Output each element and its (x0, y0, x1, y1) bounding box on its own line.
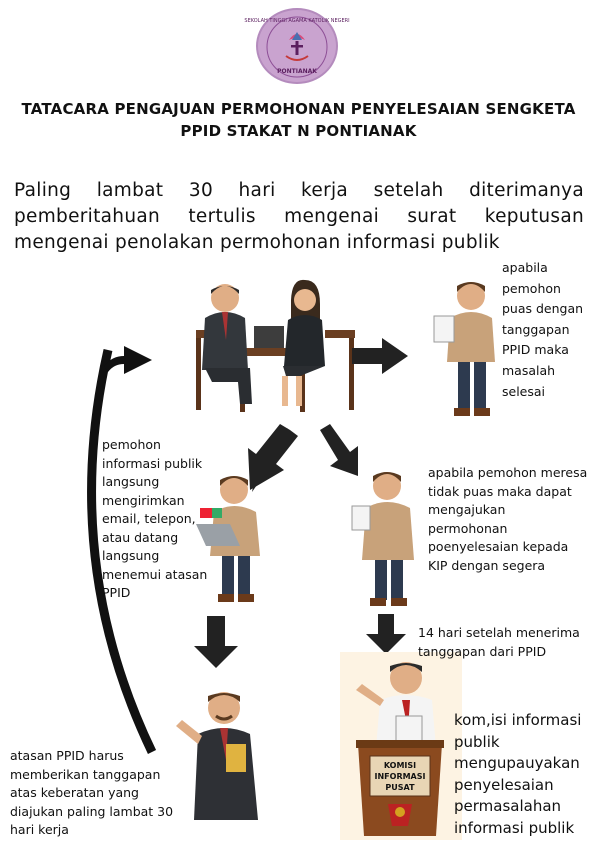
note-appeal-direct: pemohon informasi publik langsung mengirimkan email, telepon, atau datang langsung menemui atasan PPID (102, 437, 208, 600)
title-line-1: TATACARA PENGAJUAN PERMOHONAN PENYELESAIAN SENGKETA (21, 100, 576, 118)
intro-text: Paling lambat 30 hari kerja setelah diterimanya pemberitahuan tertulis mengenai surat keputusan mengenai penolakan permohonan informasi publik (14, 180, 584, 253)
note-not-satisfied: apabila pemohon meresa tidak puas maka dapat mengajukan permohonan poenyelesaian kepada KIP dengan segera (428, 465, 588, 573)
commission-podium-illustration (340, 652, 462, 840)
arrow-down-left-column-icon (194, 616, 238, 668)
note-commission: kom,isi informasi publik mengupauyakan penyelesaian permasalahan informasi publik (454, 711, 582, 837)
arrow-right-icon (352, 338, 408, 374)
podium-label-3: PUSAT (385, 783, 415, 792)
ppid-superior-illustration (176, 692, 258, 820)
meeting-illustration (196, 280, 355, 412)
logo-ring-text: SEKOLAH TINGGI AGAMA KATOLIK NEGERI (244, 18, 350, 24)
return-arrowhead-icon (104, 346, 152, 374)
arrow-down-right-column-icon (366, 614, 406, 654)
arrow-down-right-icon (320, 424, 358, 476)
note-superior-response: atasan PPID harus memberikan tanggapan atas keberatan yang diajukan paling lambat 30 hari kerja (10, 748, 174, 837)
title-line-2: PPID STAKAT N PONTIANAK (180, 122, 417, 140)
podium-label-2: INFORMASI (374, 772, 426, 781)
note-satisfied: apabila pemohon puas dengan tanggapan PPID maka masalah selesai (502, 260, 584, 399)
logo-bottom-text: PONTIANAK (277, 68, 317, 75)
note-deadline-14-days: 14 hari setelah menerima tanggapan dari PPID (418, 625, 580, 659)
podium-label-1: KOMISI (383, 761, 417, 770)
unsatisfied-person-illustration (352, 472, 414, 606)
arrow-down-left-icon (248, 424, 298, 492)
satisfied-person-illustration (434, 282, 495, 416)
